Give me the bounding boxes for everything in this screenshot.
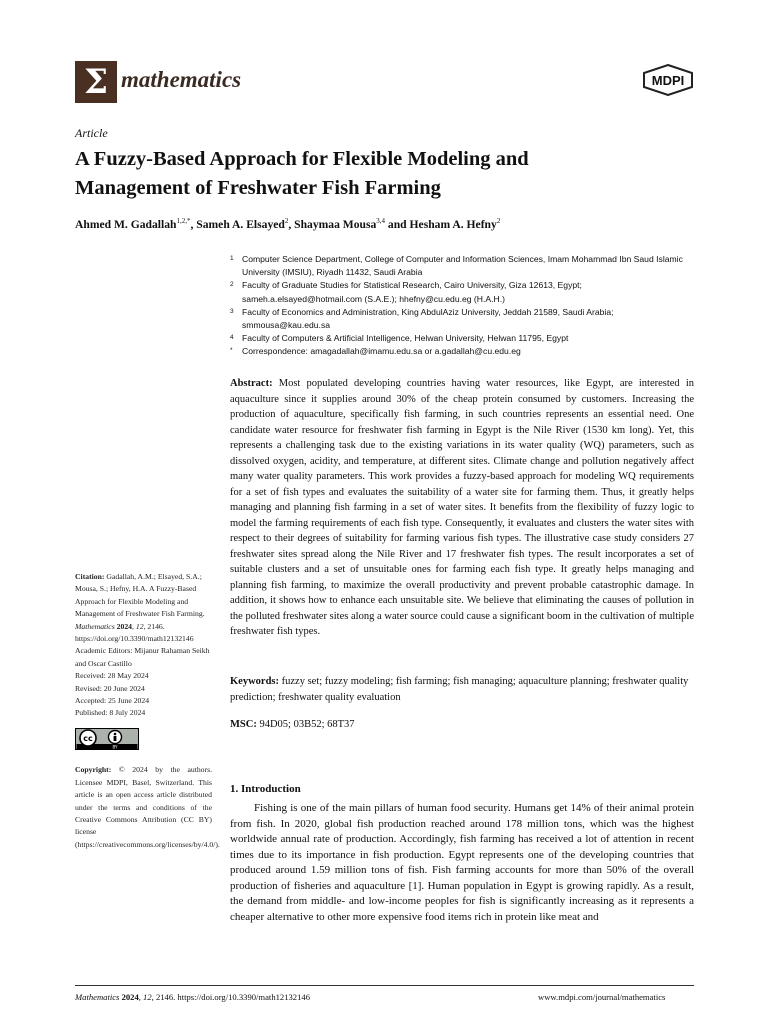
date-published: Published: 8 July 2024 xyxy=(75,708,146,718)
affiliation-item: 2 Faculty of Graduate Studies for Statistical Research, Cairo University, Giza 12613, Egypt; sameh.a.elsayed@hotmail.com (S.A.E.); hhefny@cu.edu.eg (H.A.H.) xyxy=(230,280,582,304)
abstract-label: Abstract: xyxy=(230,378,273,389)
author-name: Hesham A. Hefny xyxy=(409,217,497,231)
date-revised: Revised: 20 June 2024 xyxy=(75,683,145,693)
affiliation-item: 4 Faculty of Computers & Artificial Intelligence, Helwan University, Helwan 11795, Egypt xyxy=(230,333,569,344)
footer-citation: Mathematics 2024, 12, 2146. https://doi.org/10.3390/math12132146 xyxy=(75,992,310,1002)
affiliation-item: * Correspondence: amagadallah@imamu.edu.sa or a.gadallah@cu.edu.eg xyxy=(230,346,521,357)
author-name: Ahmed M. Gadallah xyxy=(75,217,177,231)
academic-editors: Academic Editors: Mijanur Rahaman Seikh and Oscar Castillo xyxy=(75,646,210,668)
author-affil-mark: 2 xyxy=(284,217,289,225)
msc-label: MSC: xyxy=(230,719,257,730)
citation: Citation: Gadallah, A.M.; Elsayed, S.A.; Mousa, S.; Hefny, H.A. A Fuzzy-Based Approach for Flexible Modeling and Management of Freshwater Fish Farming. Mathematics 2024, 12, 2146. https://doi.org/10.3390/math12132146 xyxy=(75,572,205,644)
copyright: Copyright: © 2024 by the authors. Licensee MDPI, Basel, Switzerland. This article is an open access article distributed under the terms and conditions of the Creative Commons Attribution (CC BY) license (https://creativecommons.org/licenses/by/4.0/). xyxy=(75,765,220,849)
introduction-text: Fishing is one of the main pillars of human food security. Humans get 14% of their animal protein from fish. In 2020, global fish production reached around 178 million tons, which was the highest worldwide annual rate of production. Accordingly, fish farming has received a lot of attention in recent times due to its importance in fish production. Egypt represents one of the developing countries that produced around 1.59 million tons of fish. Fish farming accounts for more than 50% of the overall production of fisheries and aquaculture [1]. Human population in Egypt is growing rapidly. As a result, the demand from middle- and low-income peoples for fish is significantly increasing as it represents a cheaper alternative to other more expensive food items rich in protein like meat and xyxy=(230,802,694,923)
page-title: A Fuzzy-Based Approach for Flexible Modeling and Management of Freshwater Fish Farming xyxy=(75,148,529,199)
affiliation-item: 1 Computer Science Department, College of Computer and Information Sciences, Imam Mohammad Ibn Saud Islamic University (IMSIU), Riyadh 11432, Saudi Arabia xyxy=(230,254,683,278)
journal-logo xyxy=(75,61,117,103)
keywords xyxy=(230,674,694,705)
keywords-label: Keywords: xyxy=(230,676,279,687)
msc-codes xyxy=(230,719,355,730)
msc-text: 94D05; 03B52; 68T37 xyxy=(259,719,355,730)
keywords-text: fuzzy set; fuzzy modeling; fish farming; fish managing; aquaculture planning; freshwater quality prediction; freshwater quality evaluation xyxy=(230,676,689,703)
date-received: Received: 28 May 2024 xyxy=(75,671,149,681)
cc-by-license-icon[interactable] xyxy=(75,728,139,750)
footer-url[interactable]: www.mdpi.com/journal/mathematics xyxy=(538,992,666,1002)
publication-dates xyxy=(75,670,212,720)
svg-text:cc: cc xyxy=(83,733,93,743)
svg-text:BY: BY xyxy=(112,744,118,750)
author-list: Ahmed M. Gadallah$^{1,2,*}$, Sameh A. Elsayed$^2$, Shaymaa Mousa$^{3,4}$ and Hesham A. Hefny$^2$ xyxy=(75,217,501,231)
sigma-icon: Σ xyxy=(83,62,109,102)
affiliations xyxy=(230,253,700,359)
publisher-name: MDPI xyxy=(651,73,685,88)
abstract xyxy=(230,376,694,640)
author-affil-mark: 2 xyxy=(496,217,501,225)
affiliation-item: 3 Faculty of Economics and Administration, King AbdulAziz University, Jeddah 21589, Saudi Arabia; smmousa@kau.edu.sa xyxy=(230,306,614,331)
author-name: Shaymaa Mousa xyxy=(294,217,377,231)
footer-divider xyxy=(75,985,694,986)
author-affil-mark: 1,2,* xyxy=(176,217,191,225)
section-heading: 1. Introduction xyxy=(230,783,301,795)
mdpi-logo-icon xyxy=(642,64,694,96)
abstract-text: Most populated developing countries having water resources, like Egypt, are interested in aquaculture since it supplies around 30% of the cheap protein consumed by customers. Increasing the production of aquaculture, specifically fish farming, in such countries represents an essential need. One candidate water resource for freshwater fish farming in Egypt is the Nile River (1530 km long). Yet, this represents a challenging task due to the existing variations in its water quality (WQ) parameters, such as dissolved oxygen, acidity, and temperature, at different sites. Climate change and pollution negatively affect many water quality parameters. This work provides a fuzzy-based approach for modeling WQ requirements for a set of fish types and evaluates the suitability of a water site for farming them. Thus, it greatly helps managing and planning fish farming in a set of water sites. It benefits from the flexibility of fuzzy logic to model the farming requirements of each fish type. Consequently, it evaluates and clusters the water sites with respect to their degrees of suitability for farming various fish types. The illustrative case study considers 27 freshwater sites spread along the Nile River and 17 freshwater fish types. The result incorporates a set of suitable clusters and a set of unsuitable ones for farming each fish type. It greatly helps managing and planning fish farming, to maximize the overall productivity and prevent probable catastrophic damage. In addition, it shows how to enhance each unsuitable site. We believe that eliminating the causes of pollution in the polluted freshwater sites along a water source could cause a significant boom in the cultivation of multiple freshwater fish types. xyxy=(230,378,694,637)
article-type: Article xyxy=(75,126,108,140)
author-name: Sameh A. Elsayed xyxy=(196,217,285,231)
sidebar xyxy=(75,571,220,851)
journal-name: mathematics xyxy=(121,67,242,92)
author-affil-mark: 3,4 xyxy=(376,217,386,225)
date-accepted: Accepted: 25 June 2024 xyxy=(75,696,150,706)
